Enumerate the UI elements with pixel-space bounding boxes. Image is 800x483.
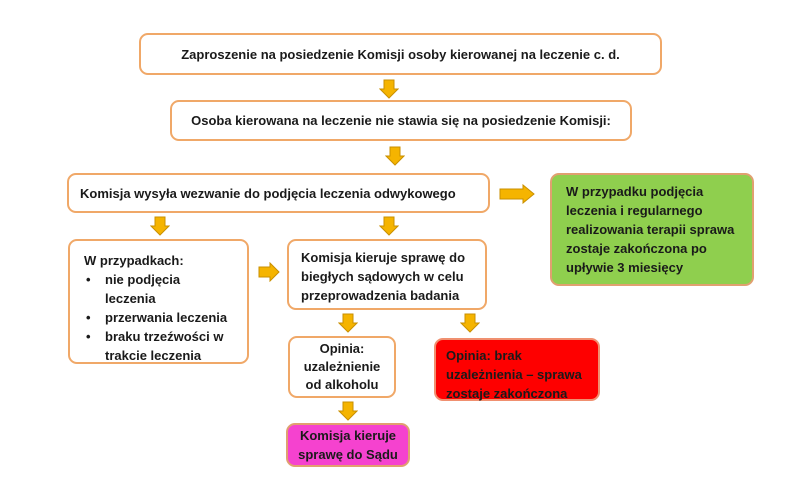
arrow-down-icon <box>379 79 399 99</box>
list-item-line: nie podjęcia <box>105 272 181 287</box>
bullet-icon: • <box>86 329 91 344</box>
node-case-closed-line: upływie 3 miesięcy <box>566 260 684 275</box>
node-summons <box>67 173 490 213</box>
node-expert-referral <box>287 239 487 310</box>
node-cases-list <box>84 270 247 365</box>
node-expert-referral-line: biegłych sądowych w celu <box>301 269 464 284</box>
node-summons-text: Komisja wysyła wezwanie do podjęcia leczenia odwykowego <box>80 185 456 201</box>
node-court-referral-line: Komisja kieruje <box>299 428 397 443</box>
arrow-down-icon <box>150 216 170 236</box>
arrow-right-icon <box>258 262 280 282</box>
node-invitation-text: Zaproszenie na posiedzenie Komisji osoby kierowanej na leczenie c. d. <box>181 46 620 62</box>
node-opinion-addiction-line: uzależnienie <box>303 359 381 374</box>
node-case-closed-after-therapy <box>550 173 754 286</box>
node-opinion-addiction-line: od alkoholu <box>305 377 379 392</box>
list-item <box>84 327 247 365</box>
node-opinion-no-addiction-line: Opinia: brak <box>446 348 522 363</box>
node-opinion-no-addiction-line: zostaje zakończona <box>446 386 568 401</box>
arrow-down-icon <box>379 216 399 236</box>
bullet-icon: • <box>86 272 91 287</box>
node-case-closed-line: leczenia i regularnego <box>566 203 703 218</box>
node-invitation <box>139 33 662 75</box>
node-opinion-addiction-line: Opinia: <box>319 341 365 356</box>
node-case-closed-line: zostaje zakończona po <box>566 241 707 256</box>
list-item-line: trakcie leczenia <box>105 348 202 363</box>
list-item-line: leczenia <box>105 291 156 306</box>
list-item-line: przerwania leczenia <box>105 310 228 325</box>
node-cases-title: W przypadkach: <box>84 253 184 268</box>
bullet-icon: • <box>86 310 91 325</box>
node-opinion-no-addiction <box>434 338 600 401</box>
node-no-show-text: Osoba kierowana na leczenie nie stawia się na posiedzenie Komisji: <box>191 113 611 128</box>
node-expert-referral-line: Komisja kieruje sprawę do <box>301 250 466 265</box>
arrow-down-icon <box>460 313 480 333</box>
node-opinion-no-addiction-line: uzależnienia – sprawa <box>446 367 582 382</box>
arrow-down-icon <box>385 146 405 166</box>
arrow-right-icon <box>499 184 535 204</box>
node-case-closed-line: realizowania terapii sprawa <box>566 222 735 237</box>
node-court-referral <box>286 423 410 467</box>
list-item <box>84 270 247 308</box>
node-court-referral-line: sprawę do Sądu <box>298 447 398 462</box>
list-item-line: braku trzeźwości w <box>105 329 224 344</box>
arrow-down-icon <box>338 401 358 421</box>
arrow-down-icon <box>338 313 358 333</box>
node-expert-referral-line: przeprowadzenia badania <box>301 288 460 303</box>
list-item <box>84 308 247 327</box>
node-case-closed-line: W przypadku podjęcia <box>566 184 704 199</box>
node-opinion-addiction <box>288 336 396 398</box>
node-cases <box>68 239 249 364</box>
node-no-show <box>170 100 632 141</box>
